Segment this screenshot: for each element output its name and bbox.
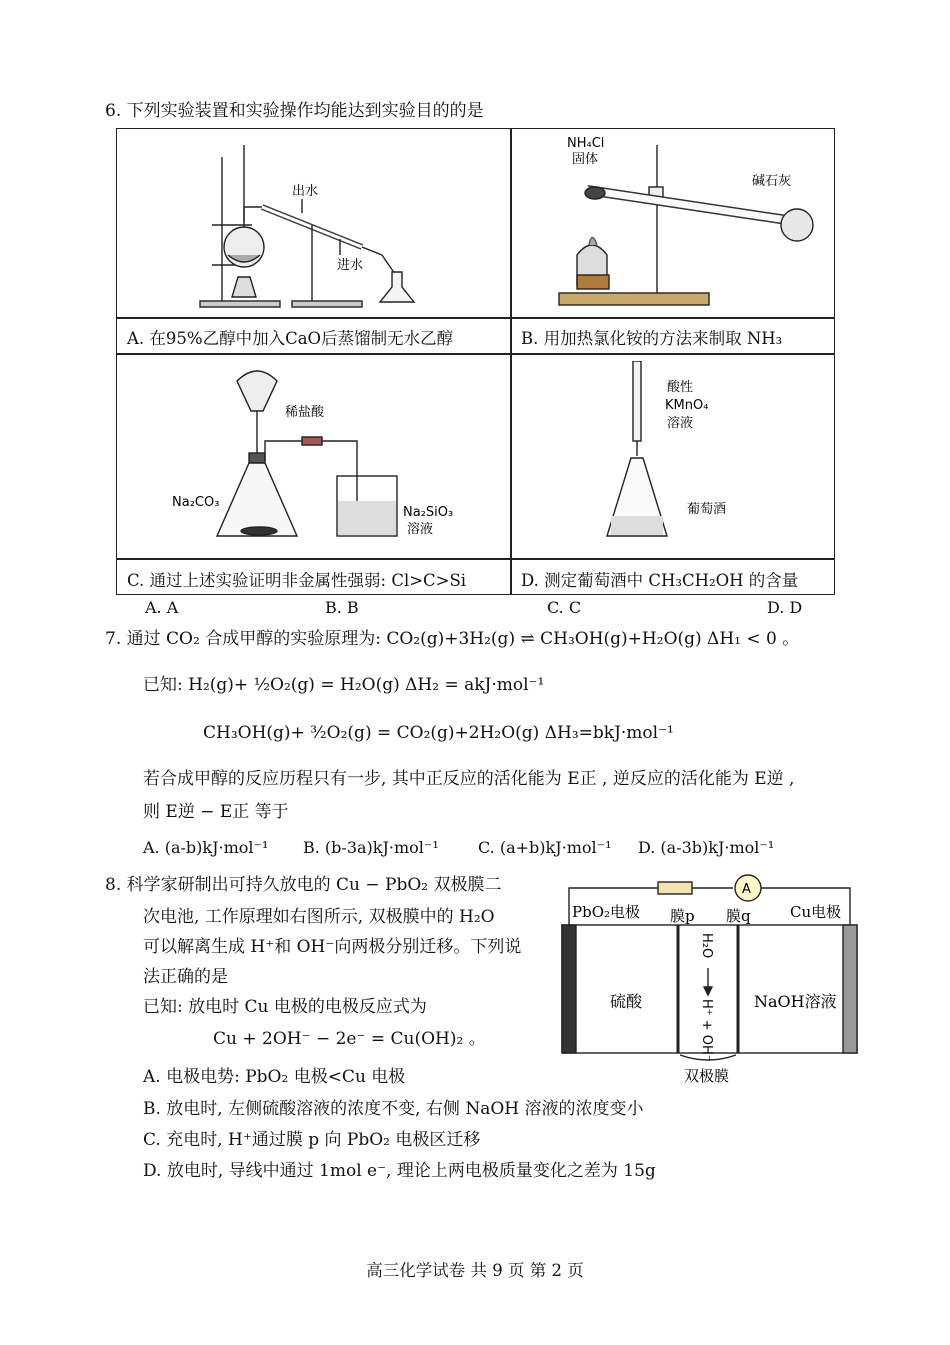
q6-option-d[interactable]: D. D <box>767 598 803 617</box>
q7-line1: 7. 通过 CO₂ 合成甲醇的实验原理为: CO₂(g)+3H₂(g) ⇌ CH₃OH(g)+H₂O(g) ΔH₁ < 0 。 <box>105 629 800 649</box>
label-solution-d: 溶液 <box>667 416 694 431</box>
q6-apparatus-grid <box>116 128 835 595</box>
q8-option-a[interactable]: A. 电极电势: PbO₂ 电极<Cu 电极 <box>143 1067 406 1087</box>
label-water: H₂O <box>699 933 714 959</box>
ammeter-label: A <box>742 882 751 897</box>
label-bipolar-membrane: 双极膜 <box>684 1067 730 1085</box>
q6-caption-d: D. 测定葡萄酒中 CH₃CH₂OH 的含量 <box>521 571 799 590</box>
q7-line4: 若合成甲醇的反应历程只有一步, 其中正反应的活化能为 E正 , 逆反应的活化能为 E逆 , <box>143 769 795 789</box>
q7-line3: CH₃OH(g)+ ³⁄₂O₂(g) = CO₂(g)+2H₂O(g) ΔH₃=bkJ·mol⁻¹ <box>203 723 674 743</box>
label-h-oh: H⁺ + OH⁻ <box>699 999 714 1062</box>
distillation-apparatus-image <box>192 137 442 312</box>
q8-option-d[interactable]: D. 放电时, 导线中通过 1mol e⁻, 理论上两电极质量变化之差为 15g <box>143 1161 656 1181</box>
q6-option-c[interactable]: C. C <box>547 598 582 617</box>
battery-diagram <box>558 873 863 1088</box>
label-kmno4: KMnO₄ <box>665 398 709 413</box>
q8-line2: 次电池, 工作原理如右图所示, 双极膜中的 H₂O <box>143 907 495 927</box>
label-sulfuric-acid: 硫酸 <box>610 992 643 1011</box>
page-footer: 高三化学试卷 共 9 页 第 2 页 <box>366 1261 584 1280</box>
label-membrane-q: 膜q <box>726 907 751 925</box>
q6-caption-c: C. 通过上述实验证明非金属性强弱: Cl>C>Si <box>127 571 467 590</box>
label-na2co3: Na₂CO₃ <box>172 495 220 510</box>
label-membrane-p: 膜p <box>670 907 695 925</box>
label-cu-electrode: Cu电极 <box>790 903 842 921</box>
label-pbo2-electrode: PbO₂电极 <box>572 903 641 921</box>
label-soda-lime: 碱石灰 <box>752 174 792 189</box>
label-solution-c: 溶液 <box>407 522 434 537</box>
titration-apparatus-image <box>587 361 817 556</box>
acid-strength-apparatus-image <box>167 361 467 556</box>
q7-option-c[interactable]: C. (a+b)kJ·mol⁻¹ <box>478 838 612 857</box>
q6-caption-b: B. 用加热氯化铵的方法来制取 NH₃ <box>521 329 783 348</box>
q7-line5: 则 E逆 − E正 等于 <box>143 802 289 822</box>
q8-line3: 可以解离生成 H⁺和 OH⁻向两极分别迁移。下列说 <box>143 937 522 957</box>
q8-option-b[interactable]: B. 放电时, 左侧硫酸溶液的浓度不变, 右侧 NaOH 溶液的浓度变小 <box>143 1099 644 1119</box>
q7-option-b[interactable]: B. (b-3a)kJ·mol⁻¹ <box>303 838 439 857</box>
q8-line4: 法正确的是 <box>143 967 228 987</box>
ammonium-chloride-heating-image <box>547 135 827 313</box>
q6-caption-a: A. 在95%乙醇中加入CaO后蒸馏制无水乙醇 <box>127 329 454 348</box>
q8-line6: Cu + 2OH⁻ − 2e⁻ = Cu(OH)₂ 。 <box>213 1029 486 1049</box>
label-water-out: 出水 <box>292 184 319 199</box>
q7-line2: 已知: H₂(g)+ ½O₂(g) = H₂O(g) ΔH₂ = akJ·mol⁻¹ <box>143 675 545 695</box>
q6-option-a[interactable]: A. A <box>145 598 179 617</box>
q7-option-d[interactable]: D. (a-3b)kJ·mol⁻¹ <box>638 838 775 857</box>
q7-option-a[interactable]: A. (a-b)kJ·mol⁻¹ <box>143 838 269 857</box>
label-water-in: 进水 <box>337 258 364 273</box>
label-dilute-hcl: 稀盐酸 <box>285 405 325 420</box>
q6-option-b[interactable]: B. B <box>325 598 359 617</box>
label-acidic: 酸性 <box>667 380 694 395</box>
label-naoh-solution: NaOH溶液 <box>754 992 837 1011</box>
label-wine: 葡萄酒 <box>687 502 727 517</box>
q8-line1: 8. 科学家研制出可持久放电的 Cu − PbO₂ 双极膜二 <box>105 875 502 895</box>
label-na2sio3: Na₂SiO₃ <box>403 505 454 520</box>
q8-option-c[interactable]: C. 充电时, H⁺通过膜 p 向 PbO₂ 电极区迁移 <box>143 1130 481 1150</box>
q6-stem: 6. 下列实验装置和实验操作均能达到实验目的的是 <box>105 101 484 121</box>
q8-line5: 已知: 放电时 Cu 电极的电极反应式为 <box>143 997 427 1017</box>
label-nh4cl: NH₄Cl <box>567 136 605 151</box>
label-solid: 固体 <box>572 152 599 167</box>
